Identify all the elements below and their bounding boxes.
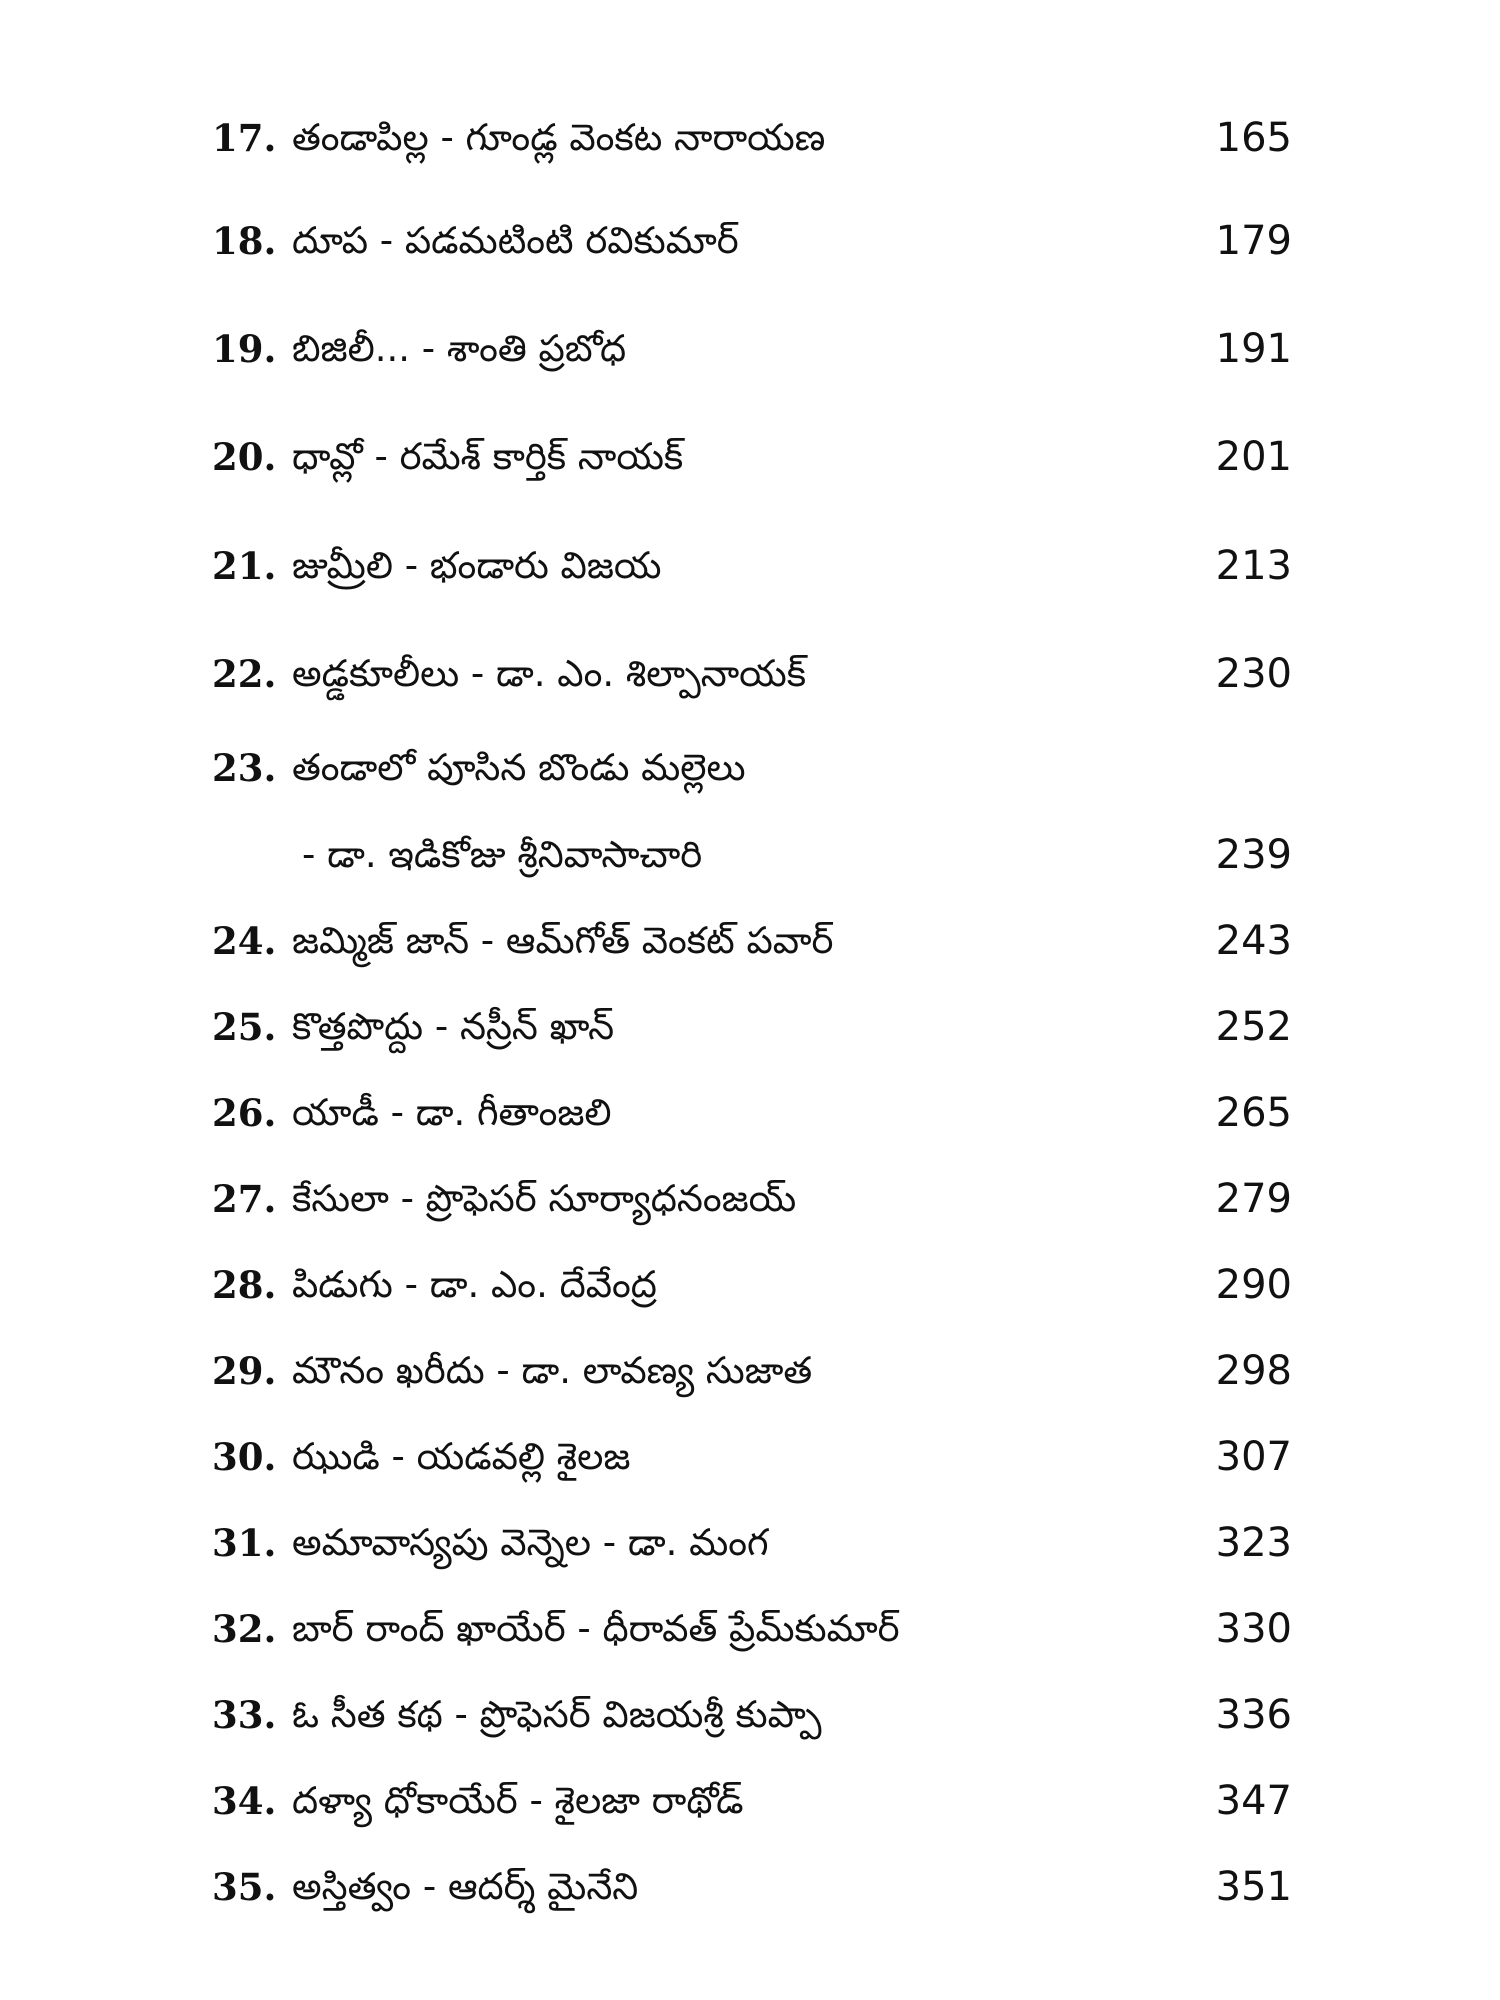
entry-number: 20. — [212, 435, 277, 479]
entry-number: 28. — [212, 1263, 277, 1307]
entry-page-number: 201 — [1215, 434, 1292, 480]
toc-entry — [212, 427, 1292, 487]
entry-title: బార్ రాంద్ ఖాయేర్ - ధీరావత్ ప్రేమ్‌కుమార్ — [292, 1607, 900, 1650]
entry-page-number: 230 — [1215, 651, 1292, 697]
entry-number: 22. — [212, 652, 277, 696]
entry-page-number: 243 — [1215, 918, 1292, 964]
entry-page-number: 165 — [1215, 115, 1292, 161]
entry-page-number: 336 — [1215, 1692, 1292, 1738]
entry-title: అడ్డకూలీలు - డా. ఎం. శిల్పానాయక్ — [292, 652, 807, 695]
toc-entry — [212, 1255, 1292, 1315]
entry-page-number: 330 — [1215, 1606, 1292, 1652]
entry-number: 26. — [212, 1091, 277, 1135]
toc-entry — [212, 319, 1292, 379]
entry-title: కేసులా - ప్రొఫెసర్ సూర్యాధనంజయ్ — [292, 1177, 797, 1220]
entry-title: పిడుగు - డా. ఎం. దేవేంద్ర — [292, 1263, 657, 1306]
entry-title: ఓ సీత కథ - ప్రొఫెసర్ విజయశ్రీ కుప్పా — [292, 1693, 822, 1736]
entry-page-number: 290 — [1215, 1262, 1292, 1308]
entry-number: 24. — [212, 919, 277, 963]
entry-title: బిజిలీ... - శాంతి ప్రబోధ — [292, 327, 627, 370]
entry-number: 34. — [212, 1779, 277, 1823]
entry-number: 25. — [212, 1005, 277, 1049]
entry-page-number: 252 — [1215, 1004, 1292, 1050]
entry-number: 29. — [212, 1349, 277, 1393]
entry-number: 18. — [212, 219, 277, 263]
entry-page-number: 279 — [1215, 1176, 1292, 1222]
entry-number: 31. — [212, 1521, 277, 1565]
toc-entry — [212, 211, 1292, 271]
entry-number: 33. — [212, 1693, 277, 1737]
toc-entry — [212, 644, 1292, 704]
entry-number: 17. — [212, 116, 277, 160]
entry-title: దళ్యా ధోకాయేర్ - శైలజా రాథోడ్ — [292, 1779, 744, 1822]
entry-page-number: 351 — [1215, 1864, 1292, 1910]
entry-page-number: 307 — [1215, 1434, 1292, 1480]
toc-entry — [212, 1513, 1292, 1573]
toc-entry — [212, 738, 1292, 798]
toc-entry — [212, 1771, 1292, 1831]
toc-entry — [212, 536, 1292, 596]
entry-title: యాడీ - డా. గీతాంజలి — [292, 1091, 612, 1134]
entry-number: 30. — [212, 1435, 277, 1479]
toc-entry — [212, 1857, 1292, 1917]
toc-entry — [212, 1685, 1292, 1745]
toc-entry — [212, 1427, 1292, 1487]
entry-title: ఝుడి - యడవల్లి శైలజ — [292, 1435, 631, 1478]
toc-entry — [212, 1341, 1292, 1401]
entry-title: తండాపిల్ల - గూండ్ల వెంకట నారాయణ — [292, 116, 826, 159]
entry-page-number: 265 — [1215, 1090, 1292, 1136]
entry-page-number: 323 — [1215, 1520, 1292, 1566]
entry-page-number: 191 — [1215, 326, 1292, 372]
entry-title: - డా. ఇడికోజు శ్రీనివాసాచారి — [302, 833, 703, 876]
entry-number: 23. — [212, 746, 277, 790]
entry-page-number: 213 — [1215, 543, 1292, 589]
entry-title: తండాలో పూసిన బొండు మల్లెలు — [292, 746, 746, 789]
entry-page-number: 298 — [1215, 1348, 1292, 1394]
toc-entry — [212, 108, 1292, 168]
toc-entry — [212, 1599, 1292, 1659]
entry-number: 21. — [212, 544, 277, 588]
entry-title: దూప - పడమటింటి రవికుమార్ — [292, 219, 739, 262]
entry-title: జుమ్రీలి - భండారు విజయ — [292, 544, 662, 587]
toc-entry — [212, 1169, 1292, 1229]
toc-entry — [212, 997, 1292, 1057]
entry-title: మౌనం ఖరీదు - డా. లావణ్య సుజాత — [292, 1349, 813, 1392]
entry-title: జమ్మిజ్ జాన్ - ఆమ్‌గోత్ వెంకట్ పవార్ — [292, 919, 834, 962]
toc-entry — [212, 911, 1292, 971]
entry-number: 35. — [212, 1865, 277, 1909]
toc-entry-continuation — [212, 825, 1292, 885]
entry-number: 32. — [212, 1607, 277, 1651]
entry-title: కొత్తపొద్దు - నస్రీన్ ఖాన్ — [292, 1005, 615, 1048]
toc-entry — [212, 1083, 1292, 1143]
entry-number: 19. — [212, 327, 277, 371]
entry-title: అస్తిత్వం - ఆదర్శ్ మైనేని — [292, 1865, 639, 1908]
entry-page-number: 239 — [1215, 832, 1292, 878]
entry-title: అమావాస్యపు వెన్నెల - డా. మంగ — [292, 1521, 769, 1564]
entry-number: 27. — [212, 1177, 277, 1221]
entry-page-number: 347 — [1215, 1778, 1292, 1824]
entry-page-number: 179 — [1215, 218, 1292, 264]
entry-title: ధావ్లో - రమేశ్ కార్తిక్ నాయక్ — [292, 435, 684, 478]
